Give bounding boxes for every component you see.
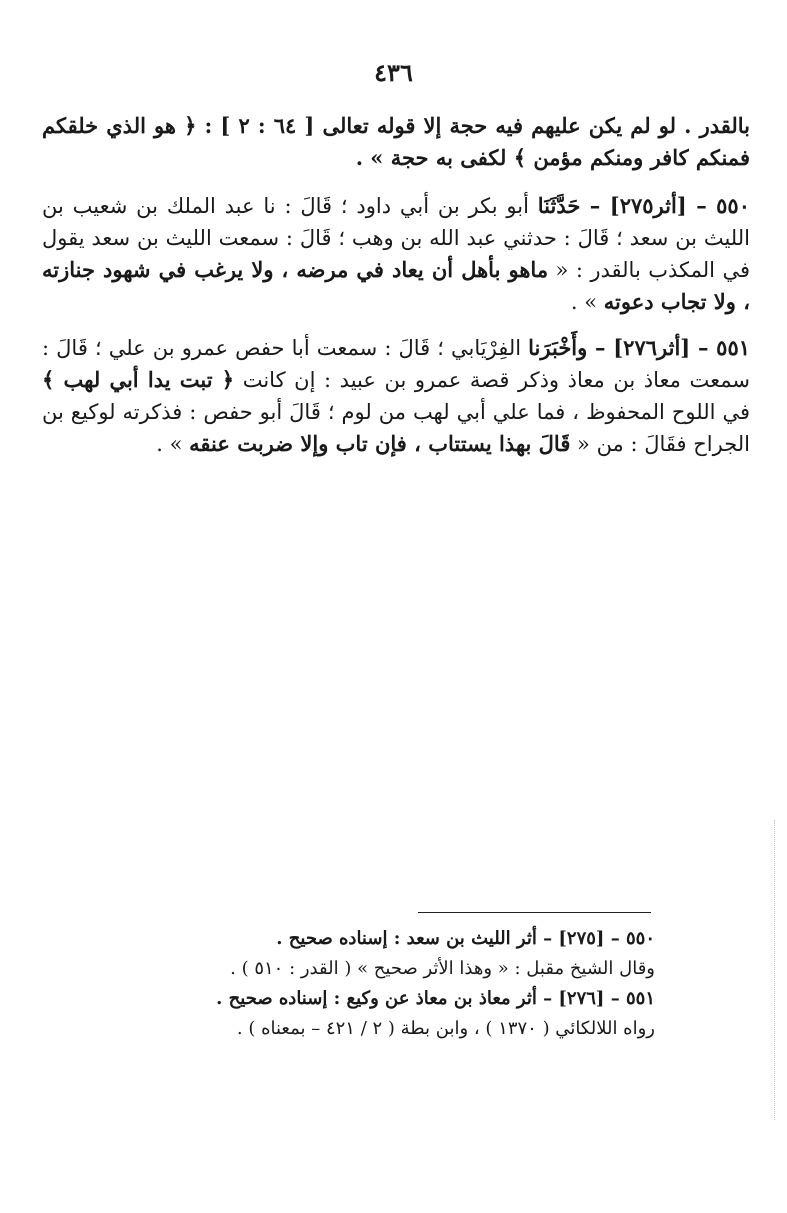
paragraph-intro-text: بالقدر . لو لم يكن عليهم فيه حجة إلا قوله تعالى [ ٦٤ : ٢ ] : ﴿ هو الذي خلقكم فمنكم كافر ومنكم مؤمن ﴾ لكفى به حجة » .	[42, 113, 751, 170]
paragraph-550	[42, 190, 750, 318]
athar-551-verse: ﴿ تبت يدا أبي لهب ﴾	[42, 367, 235, 392]
footnote-551-note: رواه اللالكائي ( ١٣٧٠ ) ، وابن بطة ( ٢ / ٤٢١ – بمعناه ) .	[236, 1018, 655, 1039]
athar-551-text: في اللوح المحفوظ ، فما علي أبي لهب من لوم ؛ قَالَ أبو حفص : فذكرته لوكيع بن الجراح فقَالَ : من «	[42, 400, 750, 456]
athar-551-heading: ٥٥١ – [أثر٢٧٦] – وأَخْبَرَنا	[528, 335, 751, 360]
footnote-551-grading: ٥٥١ – [٢٧٦] – أثر معاذ بن معاذ عن وكيع : إسناده صحيح .	[216, 988, 655, 1009]
footnote-550-note: وقال الشيخ مقبل : « وهذا الأثر صحيح » ( القدر : ٥١٠ ) .	[230, 958, 655, 979]
athar-550-tail: » .	[570, 290, 604, 314]
athar-550-quote: ماهو بأهل أن يعاد في مرضه ، ولا يرغب في شهود جنازته ، ولا تجاب دعوته	[42, 257, 750, 314]
page-number: ٤٣٦	[374, 58, 413, 87]
athar-551-tail: » .	[156, 432, 190, 456]
scan-edge-mark	[773, 820, 775, 1120]
footnote-550-grading: ٥٥٠ – [٢٧٥] – أثر الليث بن سعد : إسناده صحيح .	[276, 928, 655, 949]
athar-551-quote: قَالَ بهذا يستتاب ، فإن تاب وإلا ضربت عنقه	[189, 431, 571, 456]
athar-550-isnad: أبو بكر بن أبي داود ؛ قَالَ : نا عبد الملك بن شعيب بن الليث بن سعد ؛ قَالَ : حدثني عبد الله بن وهب ؛ قَالَ : سمعت الليث بن سعد يقول في المكذب بالقدر : «	[42, 194, 750, 282]
athar-551-isnad: الفِرْيَابي ؛ قَالَ : سمعت أبا حفص عمرو بن علي ؛ قَالَ : سمعت معاذ بن معاذ وذكر قصة عمرو بن عبيد : إن كانت	[42, 336, 750, 392]
athar-550-heading: ٥٥٠ – [أثر٢٧٥] – حَدَّثَنَا	[537, 193, 750, 218]
paragraph-551	[42, 332, 750, 460]
footnotes	[150, 924, 655, 1044]
paragraph-intro	[42, 110, 750, 174]
footnote-divider	[418, 912, 651, 913]
